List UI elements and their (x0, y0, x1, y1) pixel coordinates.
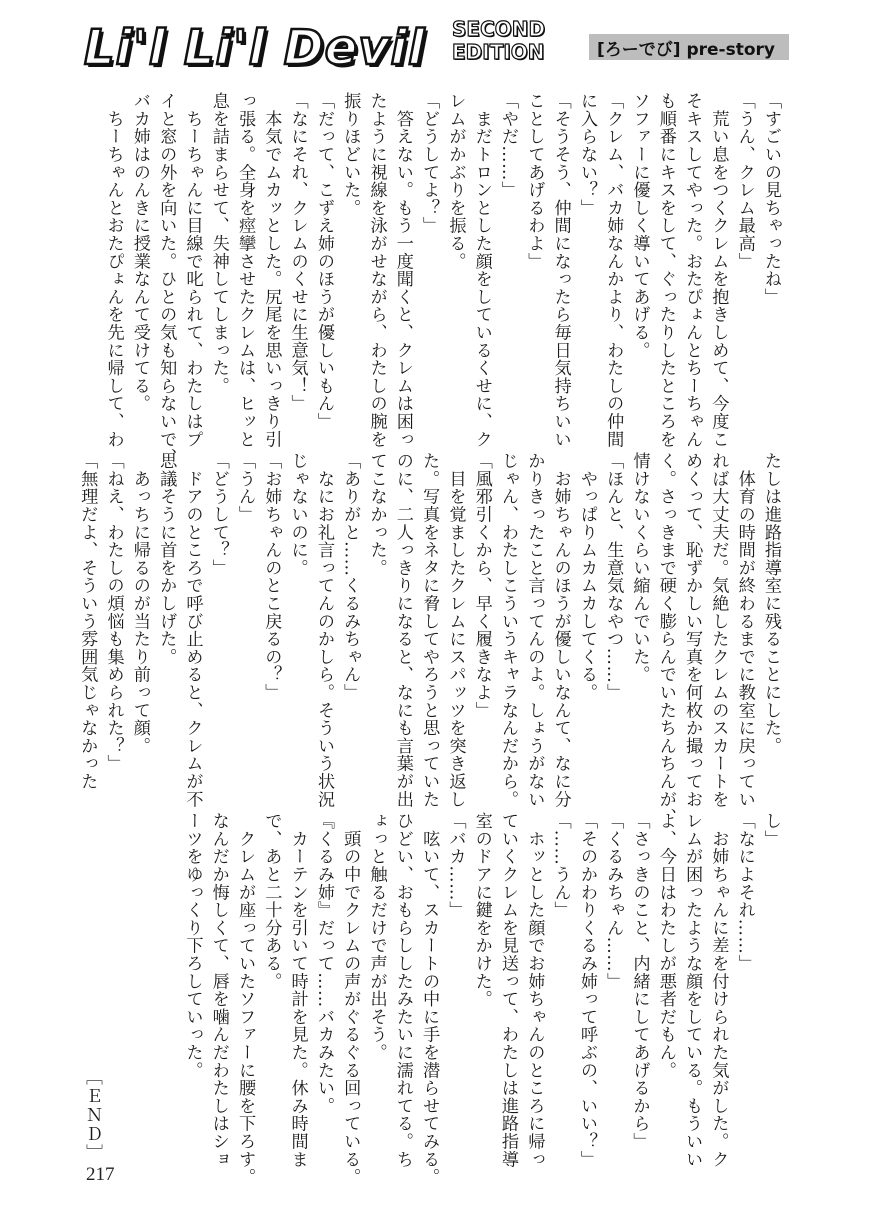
series-logo: Li'l Li'l Devil (84, 20, 426, 76)
text-block-top: 「すごいの見ちゃったね」 「うん、クレム最高」 荒い息をつくクレムを抱きしめて、今度こ そキスしてやった。おたぴょんとちーちゃん も順番にキスをして、ぐったりしたところを ソファーに優しく導いてあげる。 「クレム、バカ姉なんかより、わたしの仲間 に入らない？」 「そうそう、仲間になったら毎日気持ちいい ことしてあげるわよ」 「やだ……」 まだトロンとした顔をしているくせに、ク レムがかぶりを振る。 「どうしてよ？」 答えない。もう一度聞くと、クレムは困っ たように視線を泳がせながら、わたしの腕を 振りほどいた。 「だって、こずえ姉のほうが優しいもん」 「なにそれ、クレムのくせに生意気！」 本気でムカッとした。尻尾を思いっきり引 っ張る。全身を痙攣させたクレムは、ヒッと 息を詰まらせて、失神してしまった。 ちーちゃんに目線で叱られて、わたしはプ イと窓の外を向いた。ひとの気も知らないで、 バカ姉はのんきに授業なんて受けてる。 ちーちゃんとおたぴょんを先に帰して、わ (103, 92, 781, 466)
page-header (84, 18, 790, 76)
series-label-bar (589, 34, 789, 60)
series-label: [ろーでび] pre-story (597, 39, 775, 60)
end-mark: ［ＥＮＤ］ (82, 1068, 102, 1163)
edition-line-2: EDITION (452, 40, 545, 64)
page-number: 217 (86, 1164, 115, 1185)
edition-badge (452, 18, 545, 64)
edition-line-1: SECOND (452, 17, 546, 41)
text-block-bottom: し」 「なによそれ……」 お姉ちゃんに差を付けられた気がした。ク レムが困ったような顔をしている。もういい よ、今日はわたしが悪者だもん。 「さっきのこと、内緒にしてあげるから」 「くるみちゃん……」 「そのかわりくるみ姉って呼ぶの、いい？」 「……うん」 ホッとした顔でお姉ちゃんのところに帰っ ていくクレムを見送って、わたしは進路指導 室のドアに鍵をかけた。 「バカ……」 呟いて、スカートの中に手を潜らせてみる。 ひどい、おもらししたみたいに濡れてる。ち ょっと触るだけで声が出そう。 頭の中でクレムの声がぐるぐる回っている。 『くるみ姉』だって……バカみたい。 カーテンを引いて時計を見た。休み時間ま で、あと二十分ある。 クレムが座っていたソファーに腰を下ろす。 なんだか悔しくて、唇を噛んだわたしはショ ーツをゆっくり下ろしていった。 (182, 812, 781, 1186)
text-block-middle: たしは進路指導室に残ることにした。 体育の時間が終わるまでに教室に戻ってい れば大丈夫だ。気絶したクレムのスカートを めくって、恥ずかしい写真を何枚か撮ってお く。さっきまで硬く膨らんでいたちんちんが、 情けないくらい縮んでいた。 「ほんと、生意気なやつ……」 やっぱりムカムカしてくる。 お姉ちゃんのほうが優しいなんて、なに分 かりきったこと言ってんのよ。しょうがない じゃん、わたしこういうキャラなんだから。 「風邪引くから、早く履きなよ」 目を覚ましたクレムにスパッツを突き返し た。写真をネタに脅してやろうと思っていた のに、二人っきりになると、なにも言葉が出 てこなかった。 「ありがと……くるみちゃん」 なにお礼言ってんのかしら。そういう状況 じゃないのに。 「お姉ちゃんのとこ戻るの？」 「うん」 「どうして？」 ドアのところで呼び止めると、クレムが不 思議そうに首をかしげた。 あっちに帰るのが当たり前って顔。 「ねえ、わたしの煩悩も集められた？」 「無理だよ、そういう雰囲気じゃなかった (77, 452, 781, 826)
